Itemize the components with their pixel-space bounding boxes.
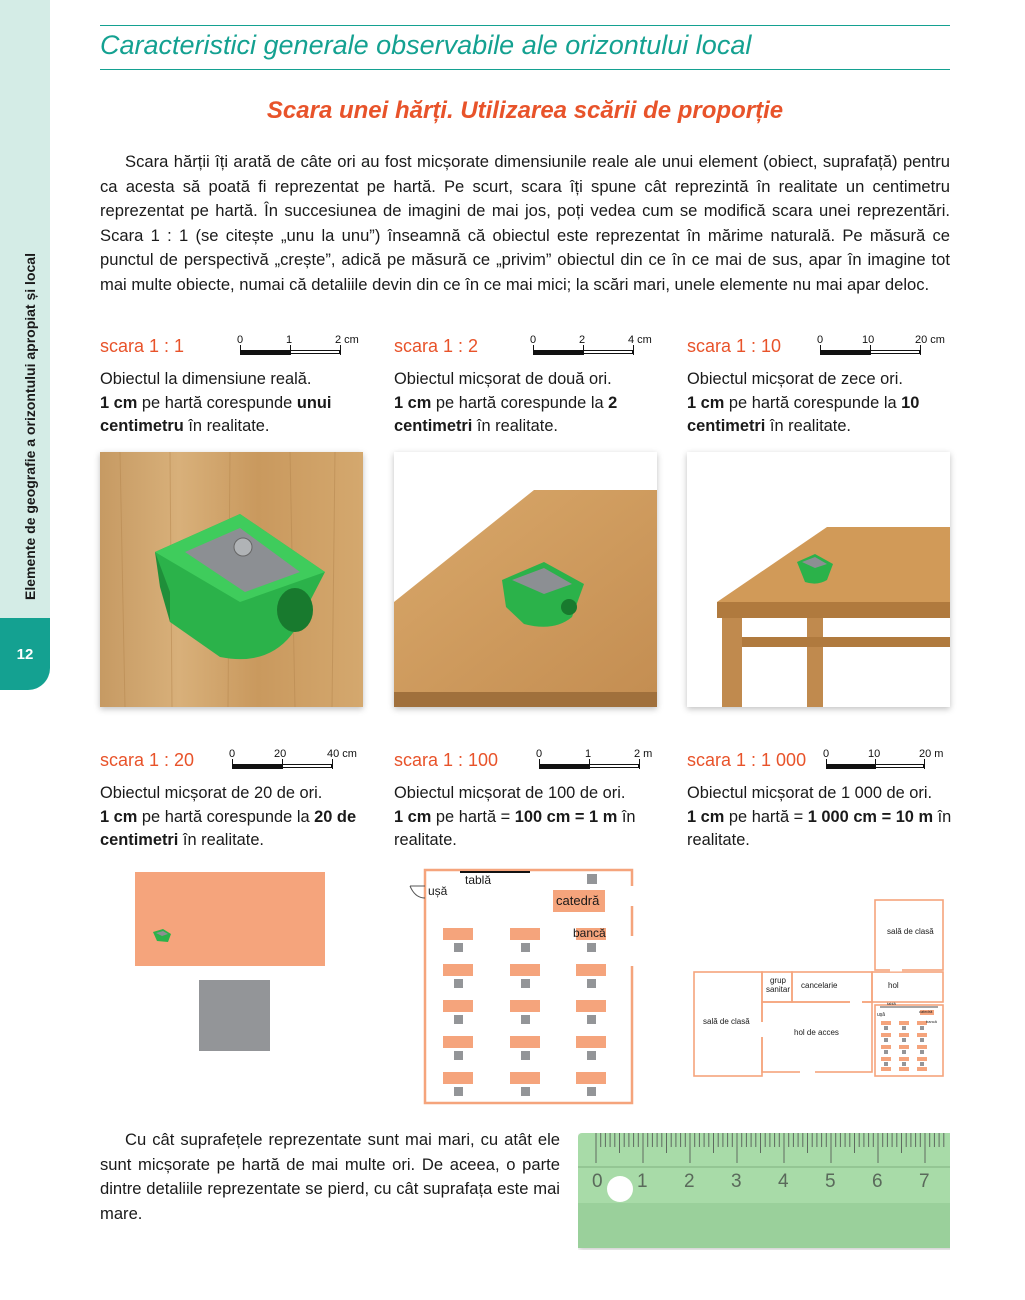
- desc-text: pe hartă corespunde: [137, 393, 297, 412]
- ruler-graphic: [578, 1133, 950, 1250]
- ruler-number: 4: [778, 1171, 789, 1192]
- desc-line: Obiectul micșorat de 100 de ori.: [394, 784, 626, 802]
- tick-label: 20 m: [919, 748, 944, 760]
- desc-line: Obiectul micșorat de două ori.: [394, 370, 612, 388]
- outro-text: Cu cât suprafețele reprezentate sunt mai mari, cu atât ele sunt micșorate pe hartă de mai multe ori. De aceea, o parte dintre detaliile reprezentate se pierd, cu cât suprafața este mai mare.: [100, 1130, 560, 1223]
- desc-line: Obiectul micșorat de 1 000 de ori.: [687, 784, 933, 802]
- scale-bar-1-1: [237, 334, 359, 355]
- scale-bar-1-10: [817, 334, 945, 355]
- title-rule-top: [100, 25, 950, 26]
- ruler-number: 0: [592, 1171, 603, 1192]
- scale-description-1-1000: [687, 782, 952, 853]
- page-title: Caracteristici generale observabile ale orizontului local: [100, 30, 752, 60]
- scale-label-1-20: scara 1 : 20: [100, 750, 195, 770]
- tick-label: 2 m: [634, 748, 653, 760]
- label-classroom-left: sală de clasă: [703, 1017, 750, 1026]
- tick-label: 4 cm: [628, 334, 652, 346]
- desc-text: pe hartă corespunde la: [431, 393, 609, 412]
- label-classroom-top: sală de clasă: [887, 927, 934, 936]
- desc-bold: 1 cm: [394, 807, 432, 826]
- desc-line: Obiectul la dimensiune reală.: [100, 370, 312, 388]
- desc-text: în realitate.: [472, 417, 558, 435]
- scale-description-1-2: [394, 368, 659, 439]
- table-plan-rect: [135, 872, 325, 966]
- label-mini-bench: bancă: [926, 1019, 937, 1024]
- scale-description-1-20: [100, 782, 365, 853]
- desc-bold: 20 de centimetri: [100, 807, 357, 849]
- desc-bold: 2 centimetri: [394, 393, 618, 435]
- desc-bold: 1 cm: [394, 393, 432, 412]
- tick-label: 10: [868, 748, 881, 760]
- tick-label: 0: [536, 748, 543, 760]
- scale-bar-1-2: [530, 334, 652, 355]
- desc-bold: unui centimetru: [100, 393, 332, 435]
- classroom-plan: [395, 866, 650, 1111]
- tick-label: 10: [862, 334, 875, 346]
- photo-sharpener-on-table: [394, 452, 657, 707]
- ruler-number: 3: [731, 1171, 742, 1192]
- scale-description-1-100: [394, 782, 659, 853]
- desc-bold: 1 cm: [100, 393, 138, 412]
- label-teacher-desk: catedră: [556, 893, 600, 908]
- scale-bar-1-100: [536, 748, 653, 769]
- label-hall: hol: [888, 981, 899, 990]
- outro-paragraph: [100, 1128, 560, 1226]
- desc-text: în realitate.: [765, 417, 851, 435]
- tick-label: 2: [579, 334, 586, 346]
- desc-text: în realitate.: [394, 807, 636, 849]
- tick-label: 20: [274, 748, 287, 760]
- scale-label-1-1: scara 1 : 1: [100, 336, 185, 356]
- label-door: ușă: [428, 884, 448, 898]
- ruler-number: 1: [637, 1171, 648, 1192]
- tick-label: 0: [229, 748, 236, 760]
- photo-sharpener-closeup: [100, 452, 363, 707]
- school-plan: [690, 897, 948, 1082]
- scale-label-1-100: scara 1 : 100: [394, 750, 499, 770]
- label-mini-board: tablă: [887, 1001, 896, 1006]
- desc-text: pe hartă =: [431, 807, 515, 826]
- tick-label: 0: [817, 334, 824, 346]
- label-mini-door: ușă: [877, 1012, 886, 1018]
- label-entrance-hall: hol de acces: [794, 1028, 839, 1037]
- scale-label-1-2: scara 1 : 2: [394, 336, 479, 356]
- photo-table-from-above: [687, 452, 950, 707]
- chair-plan-rect: [199, 980, 270, 1051]
- desc-text: pe hartă corespunde la: [724, 393, 902, 412]
- tick-label: 40 cm: [327, 748, 357, 760]
- label-office: cancelarie: [801, 981, 838, 990]
- tick-label: 2 cm: [335, 334, 359, 346]
- tick-label: 0: [823, 748, 830, 760]
- label-bench: bancă: [573, 926, 606, 940]
- tick-label: 0: [530, 334, 537, 346]
- desc-bold: 1 cm: [100, 807, 138, 826]
- desc-line: Obiectul micșorat de 20 de ori.: [100, 784, 323, 802]
- intro-paragraph: [100, 150, 950, 298]
- scale-bar-1-1000: [823, 748, 944, 769]
- intro-text: Scara hărții îți arată de câte ori au fost micșorate dimensiunile reale ale unui element (obiect, suprafață) pentru ca acesta să poată fi reprezentat pe hartă. Pe scurt, scara îți spune cât reprezintă în realitate un centimetru reprezentat pe hartă. În succesiunea de imagini de mai jos, poți vedea cum se modifică scara unei reprezentări. Scara 1 : 1 (se citește „unu la unu”) înseamnă că obiectul este reprezentat în mărime naturală. Pe măsură ce punctul de perspectivă „crește”, adică pe măsură ce „privim” obiectul din ce în ce mai de sus, apar în imagine tot mai multe obiecte, numai că detaliile devin din ce în ce mai mici; la scări mari, unele elemente nu mai apar deloc.: [100, 152, 950, 294]
- desc-bold: 10 centimetri: [687, 393, 920, 435]
- sharpener-mini-icon: [151, 928, 173, 944]
- scale-bar-1-20: [229, 748, 357, 769]
- ruler-number: 6: [872, 1171, 883, 1192]
- desc-bold: 1 000 cm = 10 m: [807, 807, 934, 826]
- sidebar-chapter-title: Elemente de geografie a orizontului apropiat și local: [22, 253, 38, 600]
- label-board: tablă: [465, 873, 492, 887]
- scale-label-1-1000: scara 1 : 1 000: [687, 750, 807, 770]
- scale-description-1-1: [100, 368, 365, 439]
- ruler-number: 5: [825, 1171, 836, 1192]
- desc-bold: 1 cm: [687, 393, 725, 412]
- title-rule-bottom: [100, 69, 950, 70]
- desc-line: Obiectul micșorat de zece ori.: [687, 370, 903, 388]
- desc-text: pe hartă =: [724, 807, 808, 826]
- desc-text: în realitate.: [687, 807, 952, 849]
- desc-bold: 1 cm: [687, 807, 725, 826]
- section-title: Scara unei hărți. Utilizarea scării de proporție: [266, 97, 784, 124]
- label-toilet: grup sanitar: [765, 976, 790, 994]
- scale-label-1-10: scara 1 : 10: [687, 336, 782, 356]
- scale-description-1-10: [687, 368, 952, 439]
- ruler-number: 7: [919, 1171, 930, 1192]
- ruler-hole: [607, 1176, 633, 1202]
- ruler-number: 2: [684, 1171, 695, 1192]
- label-mini-desk: catedră: [919, 1009, 933, 1014]
- tick-label: 1: [286, 334, 293, 346]
- desc-text: pe hartă corespunde la: [137, 807, 315, 826]
- tick-label: 0: [237, 334, 244, 346]
- tick-label: 1: [585, 748, 592, 760]
- desc-bold: 100 cm = 1 m: [514, 807, 618, 826]
- desc-text: în realitate.: [178, 831, 264, 849]
- desc-text: în realitate.: [183, 417, 270, 435]
- page-number: 12: [0, 618, 50, 690]
- tick-label: 20 cm: [915, 334, 945, 346]
